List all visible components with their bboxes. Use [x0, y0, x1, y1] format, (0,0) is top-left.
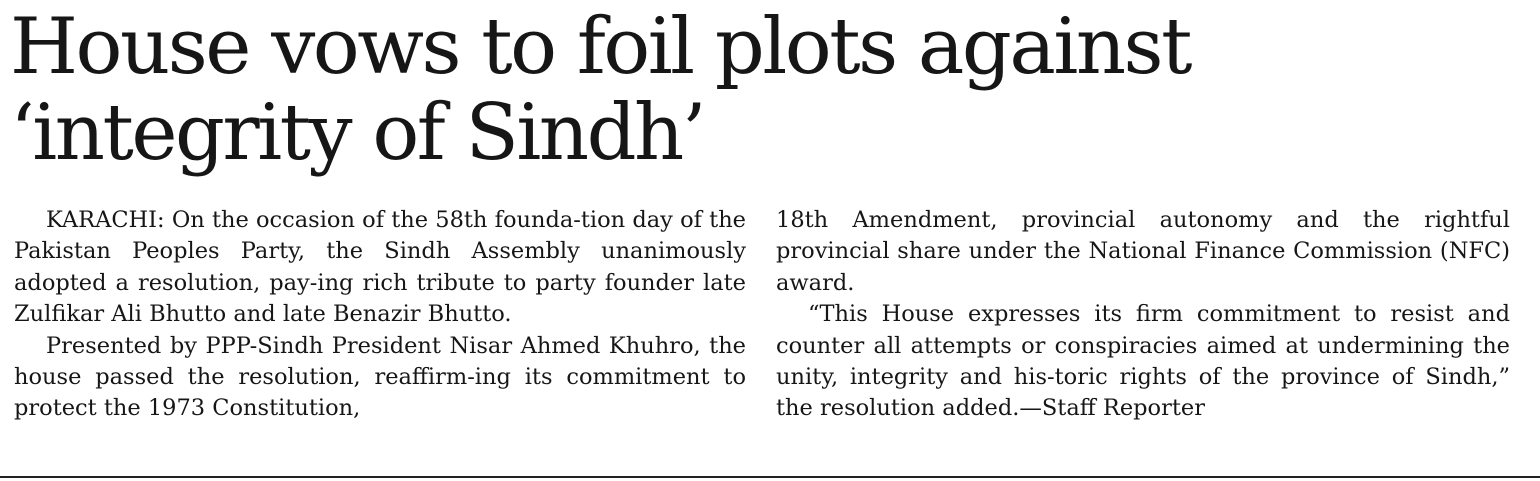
article-column-right	[776, 205, 1510, 425]
headline-line-1: House vows to foil plots against	[10, 2, 1190, 92]
body-paragraph: Presented by PPP-Sindh President Nisar Ahmed Khuhro, the house passed the resolution, reaffirm-ing its commitment to protect the 1973 Constitution,	[14, 332, 746, 422]
headline-line-2: ‘integrity of Sindh’	[10, 88, 705, 178]
body-paragraph-continued: 18th Amendment, provincial autonomy and the rightful provincial share under the National Finance Commission (NFC) award.	[776, 207, 1510, 296]
body-paragraph: KARACHI: On the occasion of the 58th founda-tion day of the Pakistan Peoples Party, the Sindh Assembly unanimously adopted a resolution, pay-ing rich tribute to party founder late Zulfikar Ali Bhutto and late Benazir Bhutto.	[14, 207, 746, 328]
bottom-rule	[0, 476, 1540, 478]
article-column-left	[14, 205, 746, 425]
article-headline	[10, 4, 1510, 176]
body-paragraph: “This House expresses its firm commitment to resist and counter all attempts or conspiracies aimed at undermining the unity, integrity and his-toric rights of the province of Sindh,” the resolution added.—Staff Reporter	[776, 301, 1510, 422]
